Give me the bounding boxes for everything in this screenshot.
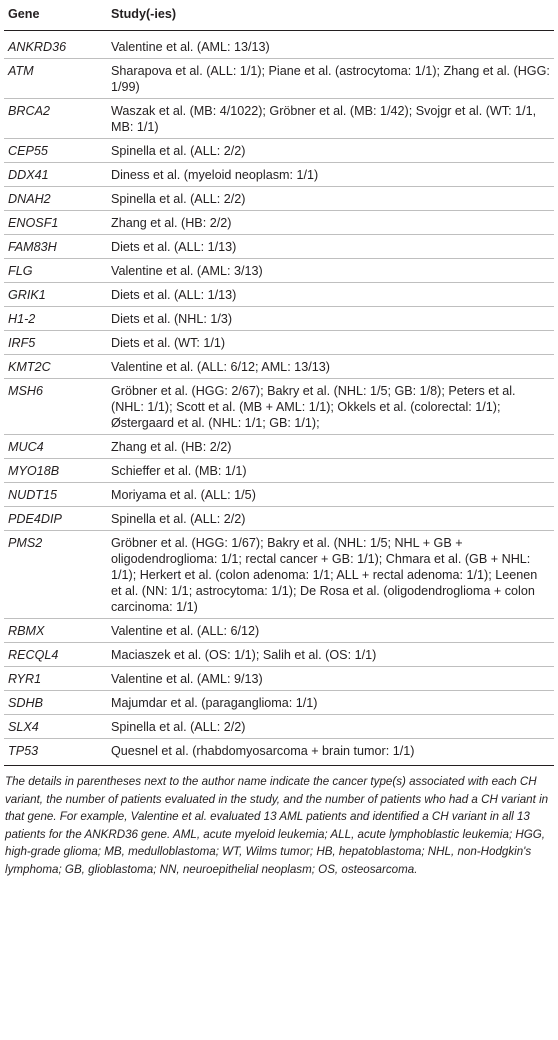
table-row [4,739,554,766]
table-row [4,643,554,667]
gene-cell: ANKRD36 [4,31,107,59]
gene-cell: PMS2 [4,531,107,619]
table-header [4,0,554,31]
table-row [4,715,554,739]
studies-cell: Zhang et al. (HB: 2/2) [107,435,554,459]
gene-cell: CEP55 [4,139,107,163]
studies-cell: Spinella et al. (ALL: 2/2) [107,507,554,531]
table-row [4,99,554,139]
gene-cell: NUDT15 [4,483,107,507]
gene-cell: SLX4 [4,715,107,739]
gene-cell: GRIK1 [4,283,107,307]
studies-cell: Valentine et al. (ALL: 6/12) [107,619,554,643]
gene-cell: DDX41 [4,163,107,187]
table-row [4,507,554,531]
studies-cell: Spinella et al. (ALL: 2/2) [107,187,554,211]
table-row [4,379,554,435]
studies-cell: Valentine et al. (AML: 3/13) [107,259,554,283]
table-row [4,331,554,355]
table-row [4,531,554,619]
gene-cell: SDHB [4,691,107,715]
table-body [4,31,554,766]
gene-cell: RECQL4 [4,643,107,667]
gene-cell: BRCA2 [4,99,107,139]
gene-study-table [4,0,554,766]
gene-cell: DNAH2 [4,187,107,211]
gene-cell: MUC4 [4,435,107,459]
studies-cell: Gröbner et al. (HGG: 1/67); Bakry et al. (NHL: 1/5; NHL + GB + oligodendroglioma: 1/1; rectal cancer + GB: 1/1); Chmara et al. (GB + NHL: 1/1); Herkert et al. (colon adenoma: 1/1; ALL + rectal adenoma: 1/1); Leenen et al. (NN: 1/1; astrocytoma: 1/1); De Rosa et al. (oligodendroglioma + colon carcinoma: 1/1) [107,531,554,619]
gene-cell: RBMX [4,619,107,643]
studies-cell: Spinella et al. (ALL: 2/2) [107,715,554,739]
table-row [4,355,554,379]
table-row [4,259,554,283]
gene-cell: TP53 [4,739,107,766]
studies-cell: Valentine et al. (AML: 9/13) [107,667,554,691]
studies-cell: Diets et al. (ALL: 1/13) [107,235,554,259]
table-row [4,435,554,459]
gene-cell: MSH6 [4,379,107,435]
studies-cell: Valentine et al. (AML: 13/13) [107,31,554,59]
table-row [4,459,554,483]
gene-cell: KMT2C [4,355,107,379]
table-row [4,691,554,715]
table-row [4,483,554,507]
studies-cell: Diness et al. (myeloid neoplasm: 1/1) [107,163,554,187]
studies-cell: Diets et al. (WT: 1/1) [107,331,554,355]
gene-cell: ENOSF1 [4,211,107,235]
studies-cell: Zhang et al. (HB: 2/2) [107,211,554,235]
table-row [4,139,554,163]
studies-cell: Spinella et al. (ALL: 2/2) [107,139,554,163]
table-row [4,667,554,691]
studies-cell: Gröbner et al. (HGG: 2/67); Bakry et al. (NHL: 1/5; GB: 1/8); Peters et al. (NHL: 1/1); Scott et al. (MB + AML: 1/1); Okkels et al. (colorectal: 1/1); Østergaard et al. (NHL: 1/1; GB: 1/1); [107,379,554,435]
gene-cell: PDE4DIP [4,507,107,531]
gene-cell: RYR1 [4,667,107,691]
table-row [4,235,554,259]
table-row [4,619,554,643]
header-studies: Study(-ies) [107,0,554,31]
table-row [4,187,554,211]
gene-cell: MYO18B [4,459,107,483]
table-row [4,307,554,331]
studies-cell: Waszak et al. (MB: 4/1022); Gröbner et al. (MB: 1/42); Svojgr et al. (WT: 1/1, MB: 1/1) [107,99,554,139]
table-row [4,283,554,307]
table-row [4,59,554,99]
gene-cell: FLG [4,259,107,283]
studies-cell: Majumdar et al. (paraganglioma: 1/1) [107,691,554,715]
studies-cell: Quesnel et al. (rhabdomyosarcoma + brain tumor: 1/1) [107,739,554,766]
header-gene: Gene [4,0,107,31]
table-row [4,163,554,187]
header-row [4,0,554,31]
studies-cell: Moriyama et al. (ALL: 1/5) [107,483,554,507]
studies-cell: Schieffer et al. (MB: 1/1) [107,459,554,483]
studies-cell: Diets et al. (ALL: 1/13) [107,283,554,307]
studies-cell: Diets et al. (NHL: 1/3) [107,307,554,331]
gene-cell: FAM83H [4,235,107,259]
gene-cell: IRF5 [4,331,107,355]
gene-cell: ATM [4,59,107,99]
studies-cell: Sharapova et al. (ALL: 1/1); Piane et al. (astrocytoma: 1/1); Zhang et al. (HGG: 1/99) [107,59,554,99]
studies-cell: Valentine et al. (ALL: 6/12; AML: 13/13) [107,355,554,379]
table-footnote: The details in parentheses next to the author name indicate the cancer type(s) associated with each CH variant, the number of patients evaluated in the study, and the number of patients who had a CH variant in that gene. For example, Valentine et al. evaluated 13 AML patients and identified a CH variant in all 13 patients for the ANKRD36 gene. AML, acute myeloid leukemia; ALL, acute lymphoblastic leukemia; HGG, high-grade glioma; MB, medulloblastoma; WT, Wilms tumor; HB, hepatoblastoma; NHL, non-Hodgkin's lymphoma; GB, glioblastoma; NN, neuroepithelial neoplasm; OS, osteosarcoma. [5,775,549,876]
studies-cell: Maciaszek et al. (OS: 1/1); Salih et al. (OS: 1/1) [107,643,554,667]
gene-cell: H1-2 [4,307,107,331]
table-row [4,31,554,59]
table-row [4,211,554,235]
